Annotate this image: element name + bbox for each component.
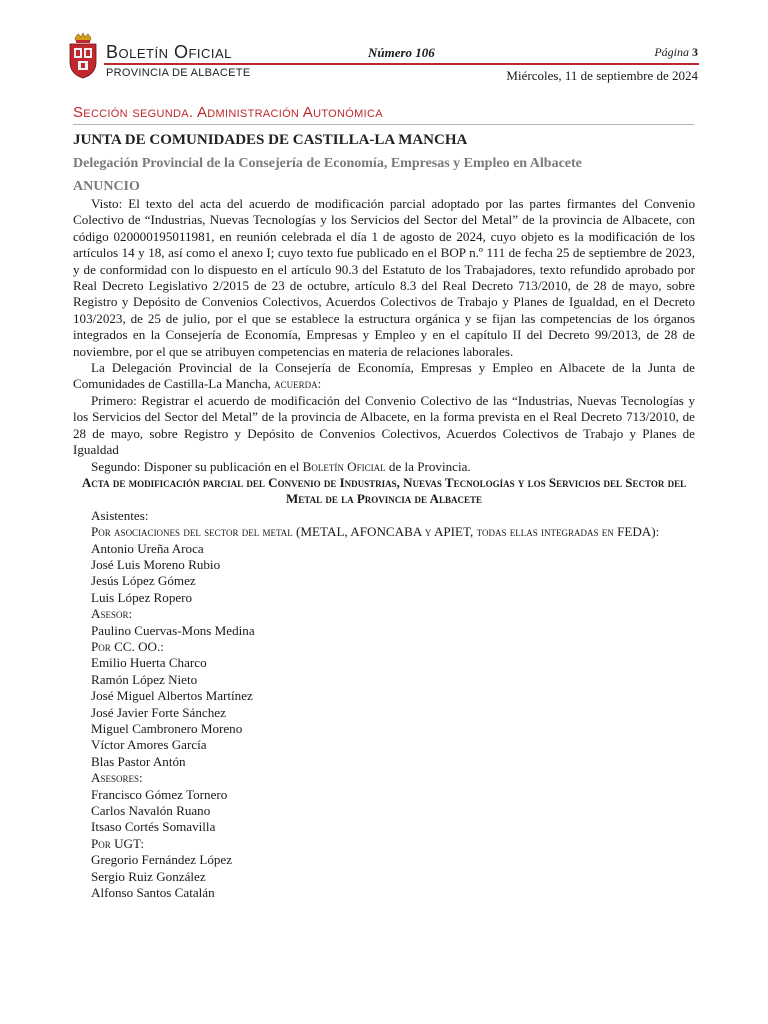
por-asociaciones-label [73,524,695,540]
asociaciones-c: y [424,524,432,540]
ugt-label-a: Por [91,835,111,851]
attendee-name: Blas Pastor Antón [91,753,186,769]
section-title: Sección segunda. Administración Autonómica [73,104,383,121]
asociaciones-b: (METAL, AFONCABA [296,524,422,540]
organization-title: JUNTA DE COMUNIDADES DE CASTILLA-LA MANCHA [73,132,468,148]
header-divider [104,63,699,65]
bulletin-brand-title: Boletín Oficial [106,42,232,62]
attendee-name: Miguel Cambronero Moreno [91,721,243,736]
attendee-list [73,541,695,902]
section-divider [73,124,694,125]
page-value: 3 [692,45,698,59]
acuerda-text: acuerda: [274,376,322,392]
attendee-name: Paulino Cuervas-Mons Medina [91,622,255,638]
province-crest-icon [66,32,100,80]
segundo-boletin: Boletín Oficial [302,458,386,474]
delegacion-text: La Delegación Provincial de la Consejería de Economía, Empresas y Empleo en Albacete de la Junta de Comunidades de Castilla-La Mancha, [73,360,695,392]
attendee-name: José Javier Forte Sánchez [91,704,226,720]
issue-number: Número 106 [368,45,435,60]
attendee-name: José Miguel Albertos Martínez [91,688,253,704]
attendee-name: Víctor Amores García [91,737,207,753]
asistentes-label: Asistentes: [91,507,149,523]
department-title: Delegación Provincial de la Consejería de Economía, Empresas y Empleo en Albacete [73,156,582,171]
asociaciones-f: FEDA): [617,524,660,540]
notice-body [73,196,695,901]
asociaciones-e: todas ellas integradas en [476,524,614,540]
page-label: Página [654,45,689,59]
role-label-ccoo [73,639,695,655]
ugt-label-b: UGT: [114,835,144,851]
attendee-name: Gregorio Fernández López [91,852,233,868]
role-label-ugt [73,836,695,852]
asociaciones-a: Por asociaciones del sector del metal [91,524,293,540]
role-label-asesores: Asesores: [91,770,143,786]
attendee-name: Francisco Gómez Tornero [91,786,228,802]
attendee-name: Sergio Ruiz González [91,868,206,884]
asociaciones-d: APIET, [433,524,474,540]
attendee-name: Ramón López Nieto [91,671,198,687]
attendee-name: Carlos Navalón Ruano [91,803,211,819]
bulletin-province: PROVINCIA DE ALBACETE [106,67,251,79]
attendee-name: Luis López Ropero [91,589,193,605]
segundo-prefix: Segundo: Disponer su publicación en el [91,458,300,474]
paragraph-visto: Visto: El texto del acta del acuerdo de modificación parcial adoptado por las partes firmantes del Convenio Colectivo de “Industrias, Nuevas Tecnologías y los Servicios del Sector del Metal” de la provincia de Albacete, con código 020000195011981, en reunión celebrada el día 1 de agosto de 2024, cuyo objeto es la modificación de los artículos 14 y 18, así como el anexo I; cuyo texto fue publicado en el BOP n.º 111 de fecha 25 de septiembre de 2023, y de conformidad con lo dispuesto en el artículo 90.3 del Estatuto de los Trabajadores, texto refundido aprobado por Real Decreto Legislativo 2/2015 de 23 de octubre, artículo 8.3 del Real Decreto 713/2010, de 28 de mayo, sobre Registro y Depósito de Convenios Colectivos, Acuerdos Colectivos de Trabajo y Planes de Igualdad, en el Decreto 103/2023, de 25 de julio, por el que se establece la estructura orgánica y se fijan las competencias de los órganos integrados en la Consejería de Economía, Empresas y Empleo y en el capítulo II del Decreto 99/2013, de 28 de noviembre, por el que se atribuyen competencias en materia de relaciones laborales. [73,196,695,359]
paragraph-segundo [73,459,695,475]
attendee-name: Antonio Ureña Aroca [91,540,204,556]
notice-type: ANUNCIO [73,179,140,194]
ccoo-label-b: CC. OO.: [114,638,164,654]
attendee-name: Emilio Huerta Charco [91,655,207,671]
paragraph-delegacion [73,360,695,393]
page-number [654,45,698,60]
role-label-asesor: Asesor: [91,606,133,622]
attendee-name: Alfonso Santos Catalán [91,885,215,901]
segundo-suffix: de la Provincia. [388,458,471,474]
acta-title: Acta de modificación parcial del Convenio de Industrias, Nuevas Tecnologías y los Servicios del Sector del Metal de la Provincia de Albacete [81,474,687,507]
attendee-name: José Luis Moreno Rubio [91,556,221,572]
attendee-name: Jesús López Gómez [91,573,196,589]
ccoo-label-a: Por [91,638,111,654]
attendee-name: Itsaso Cortés Somavilla [91,819,216,835]
paragraph-primero: Primero: Registrar el acuerdo de modificación del Convenio Colectivo de las “Industrias, Nuevas Tecnologías y los Servicios del Sector del Metal” de la provincia de Albacete, en la forma prevista en el Real Decreto 713/2010, de 28 de mayo, sobre Registro y Depósito de Convenios Colectivos, Acuerdos Colectivos de Trabajo y Planes de Igualdad [73,392,695,458]
publication-date: Miércoles, 11 de septiembre de 2024 [506,68,698,83]
